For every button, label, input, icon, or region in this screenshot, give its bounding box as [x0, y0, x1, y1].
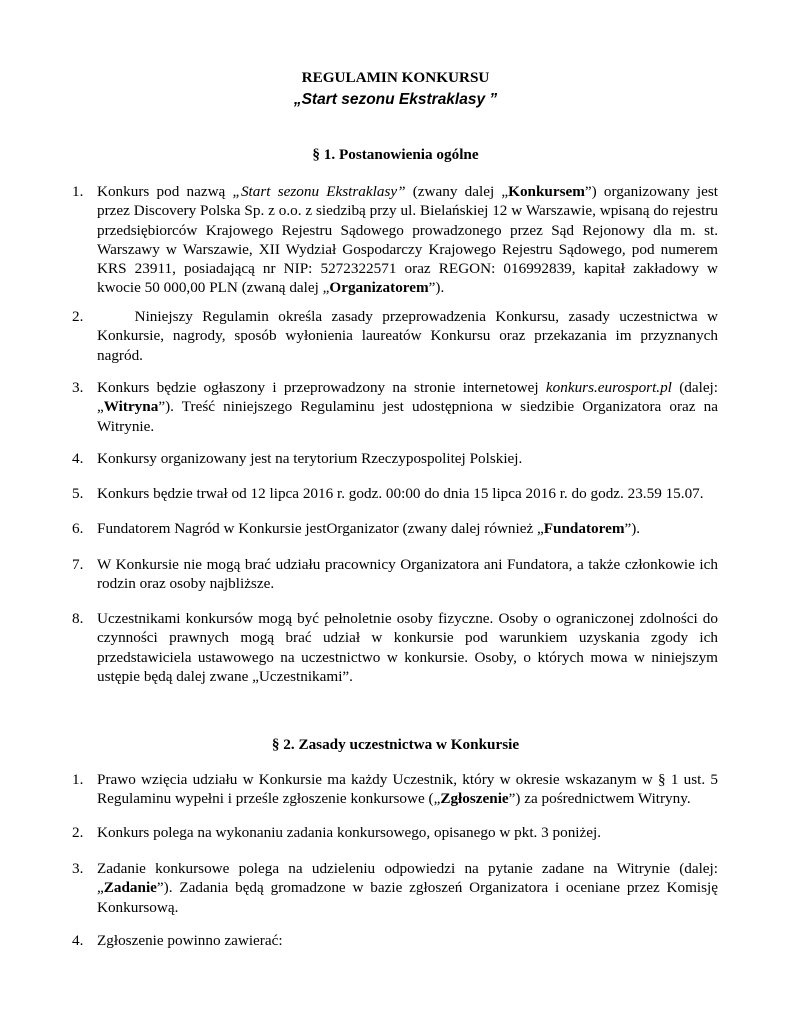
section-2-heading: § 2. Zasady uczestnictwa w Konkursie [271, 736, 520, 753]
section-1-item-6 [72, 519, 718, 538]
document-subtitle: „Start sezonu Ekstraklasy ” [293, 91, 498, 108]
item-number: 2. [72, 824, 84, 841]
section-1-item-1 [72, 182, 718, 298]
document-title: REGULAMIN KONKURSU [301, 69, 490, 86]
item-number: 4. [72, 932, 84, 949]
section-2-item-3 [72, 859, 718, 917]
item-text: Konkurs pod nazwą „Start sezonu Ekstraklasy” (zwany dalej „Konkursem”) organizowany jest przez Discovery Polska Sp. z o.o. z siedzibą przy ul. Bielańskiej 12 w Warszawie, wpisaną do rejestru przedsiębiorców Krajowego Rejestru Sądowego prowadzonego przez Sąd Rejonowy dla m. st. Warszawy w Warszawie, XII Wydział Gospodarczy Krajowego Rejestru Sądowego, pod numerem KRS 23911, posiadającą nr NIP: 5272322571 oraz REGON: 016992839, kapitał zakładowy w kwocie 50 000,00 PLN (zwaną dalej „Organizatorem”). [97, 183, 718, 297]
section-1-item-4 [72, 449, 718, 468]
item-text: Zgłoszenie powinno zawierać: [97, 932, 283, 949]
item-number: 1. [72, 771, 84, 788]
item-text: Prawo wzięcia udziału w Konkursie ma każdy Uczestnik, który w okresie wskazanym w § 1 ust. 5 Regulaminu wypełni i prześle zgłoszenie konkursowe („Zgłoszenie”) za pośrednictwem Witryny. [97, 771, 718, 808]
section-1-item-8 [72, 609, 718, 686]
item-number: 1. [72, 183, 84, 200]
section-2-item-4 [72, 931, 718, 950]
section-1-item-5 [72, 484, 718, 503]
item-text: Niniejszy Regulamin określa zasady przeprowadzenia Konkursu, zasady uczestnictwa w Konkursie, nagrody, sposób wyłonienia laureatów Konkursu oraz przekazania im przyznanych nagród. [97, 308, 722, 364]
item-number: 3. [72, 860, 84, 877]
section-2-item-1 [72, 770, 718, 809]
item-text: Konkurs polega na wykonaniu zadania konkursowego, opisanego w pkt. 3 poniżej. [97, 824, 602, 841]
item-text: Uczestnikami konkursów mogą być pełnoletnie osoby fizyczne. Osoby o ograniczonej zdolności do czynności prawnych mogą brać udział w konkursie pod warunkiem uzyskania zgody ich przedstawiciela ustawowego na uczestnictwo w konkursie. Osoby, o których mowa w niniejszym ustępie będą dalej zwane „Uczestnikami”. [97, 610, 718, 685]
section-1-item-3 [72, 378, 718, 436]
item-number: 4. [72, 450, 84, 467]
item-number: 3. [72, 379, 84, 396]
item-number: 6. [72, 520, 84, 537]
item-number: 2. [72, 308, 84, 325]
item-number: 5. [72, 485, 84, 502]
item-text: Konkursy organizowany jest na terytorium Rzeczypospolitej Polskiej. [97, 450, 523, 467]
item-text: Konkurs będzie trwał od 12 lipca 2016 r. godz. 00:00 do dnia 15 lipca 2016 r. do godz. 23.59 15.07. [97, 485, 704, 502]
section-1-item-7 [72, 555, 718, 594]
section-1-item-2 [72, 307, 722, 365]
item-text: W Konkursie nie mogą brać udziału pracownicy Organizatora ani Fundatora, a także członkowie ich rodzin oraz osoby najbliższe. [97, 556, 718, 593]
item-text: Konkurs będzie ogłaszony i przeprowadzony na stronie internetowej konkurs.eurosport.pl (dalej: „Witryna”). Treść niniejszego Regulaminu jest udostępniona w siedzibie Organizatora oraz na Witrynie. [97, 379, 718, 435]
item-text: Fundatorem Nagród w Konkursie jestOrganizator (zwany dalej również „Fundatorem”). [97, 520, 641, 537]
section-2-item-2 [72, 823, 718, 842]
item-text: Zadanie konkursowe polega na udzieleniu odpowiedzi na pytanie zadane na Witrynie (dalej: „Zadanie”). Zadania będą gromadzone w bazie zgłoszeń Organizatora i oceniane przez Komisję Konkursową. [97, 860, 718, 916]
item-number: 7. [72, 556, 84, 573]
section-1-heading: § 1. Postanowienia ogólne [312, 146, 479, 163]
item-number: 8. [72, 610, 84, 627]
